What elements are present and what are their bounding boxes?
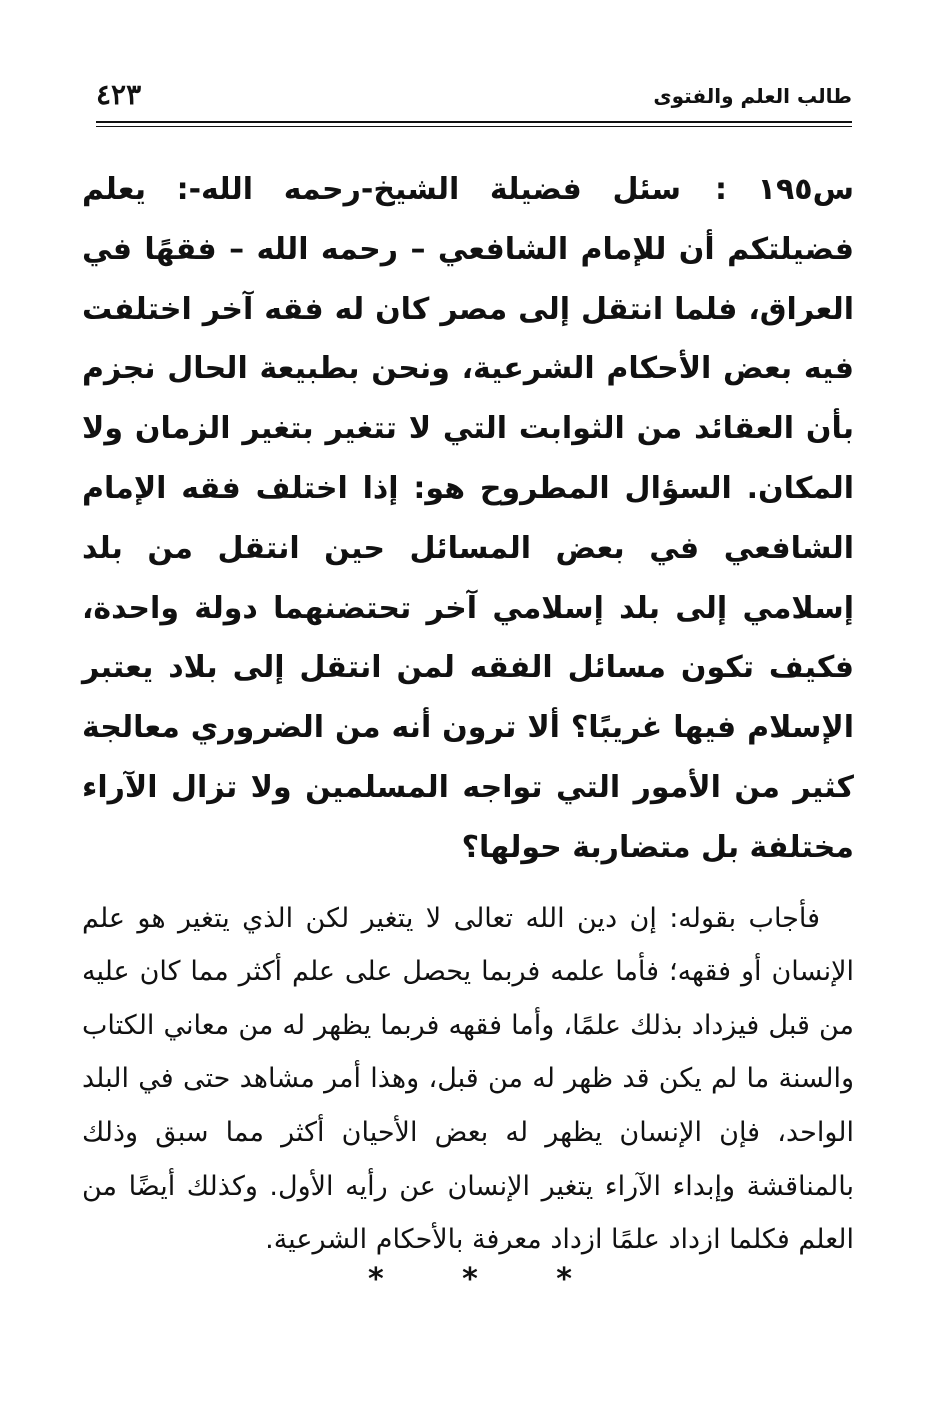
question-number: س١٩٥ : [715, 172, 854, 207]
separator-asterisk: * [556, 1262, 572, 1297]
separator-asterisk: * [367, 1262, 384, 1297]
question-paragraph [82, 160, 854, 878]
section-separator [0, 1262, 940, 1297]
separator-asterisk: * [462, 1262, 478, 1297]
header-rule-thin [96, 126, 852, 127]
question-text: سئل فضيلة الشيخ-رحمه الله-: يعلم فضيلتكم أن للإمام الشافعي – رحمه الله – فقهًا في العراق، فلما انتقل إلى مصر كان له فقه آخر اختلفت فيه بعض الأحكام الشرعية، ونحن بطبيعة الحال نجزم بأن العقائد من الثوابت التي لا تتغير بتغير الزمان ولا المكان. السؤال المطروح هو: إذا اختلف فقه الإمام الشافعي في بعض المسائل حين انتقل من بلد إسلامي إلى بلد إسلامي آخر تحتضنهما دولة واحدة، فكيف تكون مسائل الفقه لمن انتقل إلى بلاد يعتبر الإسلام فيها غريبًا؟ ألا ترون أنه من الضروري معالجة كثير من الأمور التي تواجه المسلمين ولا تزال الآراء مختلفة بل متضاربة حولها؟ [82, 172, 854, 865]
page-body [82, 160, 854, 1267]
running-header-title: طالب العلم والفتوى [653, 84, 852, 108]
page-number: ٤٢٣ [96, 78, 142, 111]
running-header [96, 78, 852, 118]
header-rule [96, 121, 852, 123]
answer-paragraph: فأجاب بقوله: إن دين الله تعالى لا يتغير لكن الذي يتغير هو علم الإنسان أو فقهه؛ فأما علمه فربما يحصل على علم أكثر مما كان عليه من قبل فيزداد بذلك علمًا، وأما فقهه فربما يظهر له من معاني الكتاب والسنة ما لم يكن قد ظهر له من قبل، وهذا أمر مشاهد حتى في البلد الواحد، فإن الإنسان يظهر له بعض الأحيان أكثر مما سبق وذلك بالمناقشة وإبداء الآراء يتغير الإنسان عن رأيه الأول. وكذلك أيضًا من العلم فكلما ازداد علمًا ازداد معرفة بالأحكام الشرعية. [82, 902, 854, 1256]
